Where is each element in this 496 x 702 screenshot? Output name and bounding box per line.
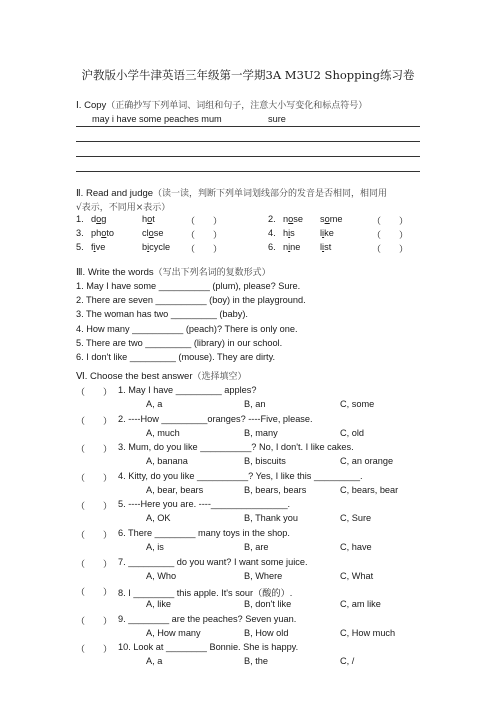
answer-parens: （ ） [76, 416, 113, 427]
section-2-note-line2: √表示，不同用×表示） [76, 203, 171, 213]
judge-word-b [142, 242, 170, 252]
option-a: A, OK [146, 513, 171, 524]
copy-line-3 [76, 156, 420, 157]
judge-word-a-end: g [101, 214, 107, 224]
judge-word-a [283, 228, 295, 238]
judge-word-b [320, 228, 334, 238]
section-3-title: Ⅲ. Write the words [76, 267, 154, 278]
judge-word-a [91, 242, 105, 252]
section-4-heading [76, 369, 247, 382]
question-text: 5. ----Here you are. ----_______________. [118, 499, 291, 510]
question-text: 4. Kitty, do you like __________? Yes, I like this _________. [118, 470, 363, 481]
option-b: B, Where [244, 570, 283, 581]
judge-word-a-start: n [283, 242, 289, 252]
option-c: C, an orange [340, 456, 394, 467]
section-1-title: Ⅰ. Copy [76, 100, 107, 111]
judge-word-a [283, 242, 300, 252]
option-c: C, am like [340, 599, 381, 610]
judge-word-b-end: st [324, 242, 332, 252]
write-item: 6. I don't like _________ (mouse). They are dirty. [76, 352, 276, 362]
option-c: C, Sure [340, 513, 372, 524]
judge-word-a-underlined: o [96, 214, 102, 224]
judge-word-b-start: l [320, 228, 323, 238]
question-text: 2. ----How _________oranges? ----Five, please. [118, 413, 313, 424]
answer-parens: （ ） [76, 502, 113, 513]
option-a: A, banana [146, 456, 188, 467]
section-4-note: （选择填空） [192, 372, 247, 382]
judge-answer-parens: （ ） [186, 231, 223, 241]
judge-word-b-end: cycle [149, 242, 171, 252]
option-c: C, some [340, 399, 375, 409]
answer-parens: （ ） [76, 588, 113, 599]
question-text: 7. _________ do you want? I want some juice. [118, 556, 308, 567]
judge-word-b-start: h [142, 214, 148, 224]
judge-word-b-underlined: o [147, 214, 153, 224]
copy-line-4 [76, 171, 420, 172]
option-c: C, What [340, 570, 374, 581]
page-title: 沪教版小学牛津英语三年级第一学期3A M3U2 Shopping练习卷 [81, 68, 415, 82]
answer-parens: （ ） [76, 559, 113, 570]
judge-answer-parens: （ ） [372, 245, 409, 255]
judge-word-a-underlined: o [288, 214, 294, 224]
judge-word-b-underlined: i [147, 242, 150, 252]
write-item: 4. How many __________ (peach)? There is only one. [76, 323, 298, 334]
answer-parens: （ ） [76, 445, 113, 456]
judge-item-number: 4. [268, 228, 276, 238]
judge-answer-parens: （ ） [372, 217, 409, 227]
option-a: A, much [146, 427, 180, 438]
option-a: A, is [146, 542, 164, 552]
option-b: B, many [244, 427, 278, 438]
judge-word-a-start: ph [91, 228, 102, 238]
write-item: 1. May I have some __________ (plum), please? Sure. [76, 281, 301, 291]
option-c: C, bears, bear [340, 484, 399, 495]
option-a: A, like [146, 599, 172, 610]
judge-word-a [283, 214, 303, 224]
judge-item-number: 1. [76, 214, 84, 224]
judge-answer-parens: （ ） [186, 217, 223, 227]
judge-word-a-end: ne [290, 242, 301, 252]
option-c: C, / [340, 656, 355, 667]
answer-parens: （ ） [76, 616, 113, 627]
question-text: 6. There ________ many toys in the shop. [118, 528, 290, 538]
judge-word-a-underlined: i [288, 242, 291, 252]
answer-parens: （ ） [76, 645, 113, 656]
judge-word-a-underlined: i [288, 228, 291, 238]
judge-word-b-underlined: o [324, 214, 330, 224]
judge-word-b-underlined: i [322, 228, 325, 238]
section-2-title: Ⅱ. Read and judge [76, 188, 154, 199]
judge-word-a-start: n [283, 214, 289, 224]
copy-text: may i have some peaches mum [92, 114, 222, 124]
copy-line-1 [76, 126, 420, 127]
judge-word-a-underlined: o [101, 228, 107, 238]
judge-item-number: 3. [76, 228, 84, 238]
judge-item-number: 6. [268, 242, 276, 252]
judge-word-b-underlined: o [148, 228, 154, 238]
section-3-note: （写出下列名词的复数形式） [153, 268, 271, 278]
question-text: 8. I ________ this apple. It's sour（酸的）. [118, 588, 293, 599]
option-b: B, bears, bears [244, 484, 307, 495]
option-a: A, a [146, 656, 163, 667]
section-2-heading [76, 186, 387, 199]
judge-word-a-start: d [91, 214, 97, 224]
question-text: 9. ________ are the peaches? Seven yuan. [118, 613, 297, 624]
option-a: A, How many [146, 627, 201, 638]
judge-word-b [142, 228, 163, 238]
judge-word-a [91, 214, 106, 224]
judge-word-a-end: ve [95, 242, 106, 252]
judge-word-b-start: s [320, 214, 325, 224]
copy-word: sure [268, 114, 286, 124]
option-c: C, have [340, 542, 372, 552]
option-a: A, bear, bears [146, 484, 204, 495]
judge-word-a-underlined: i [93, 242, 96, 252]
section-1-note: （正确抄写下列单词、词组和句子，注意大小写变化和标点符号） [106, 101, 368, 111]
option-b: B, How old [244, 627, 289, 638]
option-b: B, an [244, 399, 266, 409]
judge-word-a-end: se [293, 214, 303, 224]
judge-word-b-start: cl [142, 228, 149, 238]
option-a: A, a [146, 399, 163, 409]
judge-word-b [320, 214, 342, 224]
question-text: 10. Look at ________ Bonnie. She is happy. [118, 642, 299, 653]
answer-parens: （ ） [76, 388, 113, 398]
judge-word-a-end: s [290, 228, 295, 238]
judge-word-b-start: l [320, 242, 323, 252]
answer-parens: （ ） [76, 531, 113, 541]
judge-answer-parens: （ ） [186, 245, 223, 255]
section-3-heading [76, 265, 271, 278]
judge-word-b-end: ke [324, 228, 334, 238]
judge-item-number: 2. [268, 214, 276, 224]
judge-word-b-underlined: i [322, 242, 325, 252]
option-c: C, old [340, 427, 365, 438]
question-text: 1. May I have _________ apples? [118, 385, 257, 395]
judge-word-a [91, 228, 114, 238]
option-b: B, are [244, 542, 269, 552]
option-a: A, Who [146, 570, 177, 581]
option-b: B, Thank you [244, 513, 298, 524]
section-1-heading [76, 98, 367, 111]
copy-line-2 [76, 141, 420, 142]
judge-word-b-end: se [153, 228, 164, 238]
option-b: B, the [244, 656, 269, 667]
answer-parens: （ ） [76, 473, 113, 484]
judge-word-b-end: me [329, 214, 343, 224]
section-4-title: Ⅵ. Choose the best answer [76, 371, 193, 382]
judge-word-a-start: f [91, 242, 94, 252]
question-text: 3. Mum, do you like __________? No, I don't. I like cakes. [118, 442, 354, 453]
option-c: C, How much [340, 627, 396, 638]
judge-word-b [320, 242, 331, 252]
judge-word-b-start: b [142, 242, 148, 252]
judge-item-number: 5. [76, 242, 84, 252]
judge-word-b [142, 214, 155, 224]
option-b: B, don't like [244, 599, 292, 610]
write-item: 2. There are seven __________ (boy) in the playground. [76, 295, 306, 306]
judge-word-a-end: to [106, 228, 115, 238]
option-b: B, biscuits [244, 456, 286, 467]
judge-word-a-start: h [283, 228, 289, 238]
judge-answer-parens: （ ） [372, 231, 409, 241]
write-item: 3. The woman has two _________ (baby). [76, 309, 248, 320]
judge-word-b-end: t [152, 214, 155, 224]
section-2-note: （读一读，判断下列单词划线部分的发音是否相同，相同用 [153, 189, 388, 199]
write-item: 5. There are two _________ (library) in our school. [76, 337, 283, 348]
